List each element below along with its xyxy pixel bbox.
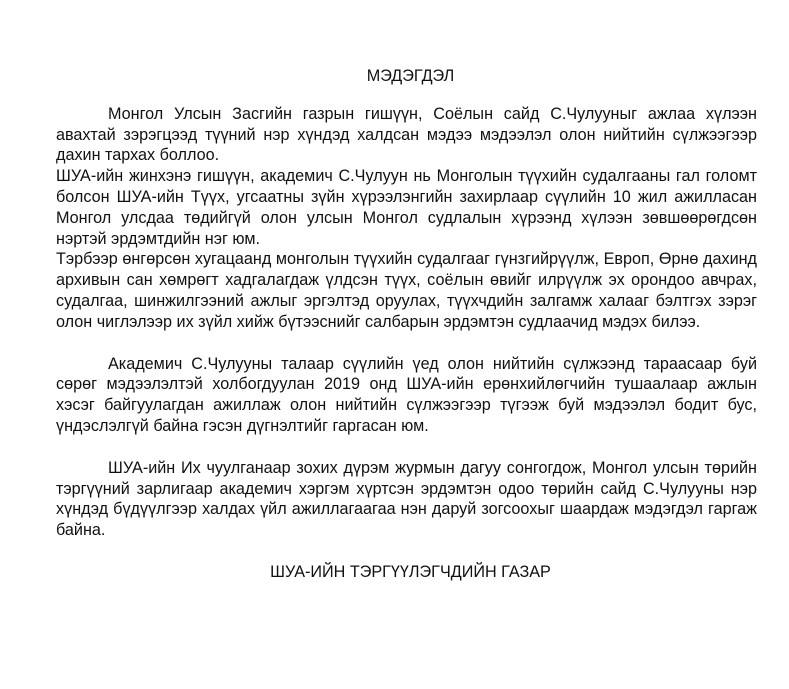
paragraph-1: Монгол Улсын Засгийн газрын гишүүн, Соёлын сайд С.Чулууныг ажлаа хүлээн авахтай зэрэгцээд түүний нэр хүндэд халдсан мэдээ мэдээлэл олон нийтийн сүлжээгээр дахин тархах боллоо. bbox=[56, 104, 757, 165]
paragraph-spacer bbox=[56, 437, 757, 458]
paragraph-4: Академич С.Чулууны талаар сүүлийн үед олон нийтийн сүлжээнд тараасаар буй сөрөг мэдээлэлтэй холбогдуулан 2019 онд ШУА-ийн ерөнхийлөгчийн тушаалаар ажлын хэсэг байгуулагдан ажиллаж олон нийтийн сүлжээгээр түгээж буй мэдээлэл бодит бус, үндэслэлгүй байна гэсэн дүгнэлтийг гаргасан юм. bbox=[56, 354, 757, 435]
signature-line: ШУА-ИЙН ТЭРГҮҮЛЭГЧДИЙН ГАЗАР bbox=[270, 562, 551, 581]
document-title: МЭДЭГДЭЛ bbox=[366, 67, 455, 85]
statement-document bbox=[56, 66, 757, 583]
paragraph-2: ШУА-ийн жинхэнэ гишүүн, академич С.Чулуун нь Монголын түүхийн судалгааны гал голомт болсон ШУА-ийн Түүх, угсаатны зүйн хүрээлэнгийн захирлаар сүүлийн 10 жил ажилласан Монгол улсдаа төдийгүй олон улсын Монгол судлалын хүрээнд хүлээн зөвшөөрөгдсөн нэртэй эрдэмтдийн нэг юм. bbox=[56, 167, 757, 248]
paragraph-spacer bbox=[56, 333, 757, 354]
paragraph-3: Тэрбээр өнгөрсөн хугацаанд монголын түүхийн судалгааг гүнзгийрүүлж, Европ, Өрнө дахинд архивын сан хөмрөгт хадгалагдаж үлдсэн түүх, соёлын өвийг илрүүлж эх орондоо авчрах, судалгаа, шинжилгээний ажлыг эргэлтэд оруулах, түүхчдийн залгамж халааг бэлтгэх зэрэг олон чиглэлээр их зүйл хийж бүтээснийг салбарын эрдэмтэн судлаачид мэдэх билээ. bbox=[56, 250, 757, 331]
paragraph-5: ШУА-ийн Их чуулганаар зохих дүрэм журмын дагуу сонгогдож, Монгол улсын төрийн тэргүүний зарлигаар академич хэргэм хүртсэн эрдэмтэн одоо төрийн сайд С.Чулууны нэр хүндэд бүдүүлгээр халдах үйл ажиллагаагаа нэн даруй зогсоохыг шаардаж мэдэгдэл гаргаж байна. bbox=[56, 458, 757, 540]
